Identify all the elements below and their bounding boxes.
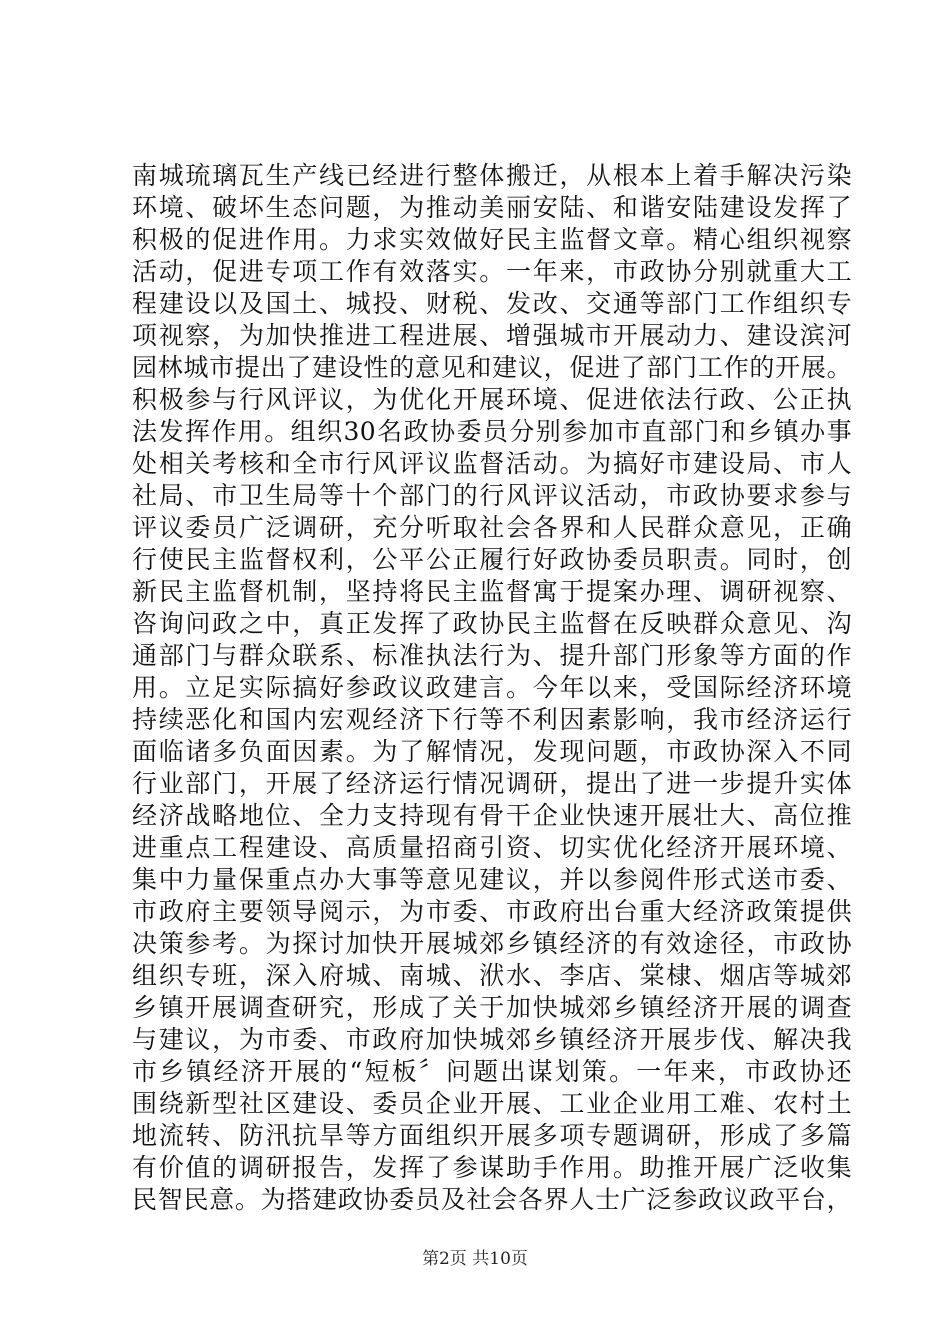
text-line: 园林城市提出了建设性的意见和建议，促进了部门工作的开展。 bbox=[132, 353, 852, 382]
text-line: 行业部门，开展了经济运行情况调研，提出了进一步提升实体 bbox=[132, 769, 852, 798]
text-line: 行使民主监督权利，公平公正履行好政协委员职责。同时，创 bbox=[132, 545, 852, 574]
text-line: 评议委员广泛调研，充分听取社会各界和人民群众意见，正确 bbox=[132, 513, 852, 542]
text-line: 社局、市卫生局等十个部门的行风评议活动，市政协要求参与 bbox=[132, 481, 852, 510]
text-line: 地流转、防汛抗旱等方面组织开展多项专题调研，形成了多篇 bbox=[132, 1121, 852, 1150]
text-line: 积极参与行风评议，为优化开展环境、促进依法行政、公正执 bbox=[132, 385, 852, 414]
text-line: 处相关考核和全市行风评议监督活动。为搞好市建设局、市人 bbox=[132, 449, 852, 478]
body-text bbox=[132, 160, 852, 1216]
text-line: 环境、破坏生态问题，为推动美丽安陆、和谐安陆建设发挥了 bbox=[132, 193, 852, 222]
text-line: 项视察，为加快推进工程进展、增强城市开展动力、建设滨河 bbox=[132, 321, 852, 350]
text-line: 经济战略地位、全力支持现有骨干企业快速开展壮大、高位推 bbox=[132, 801, 852, 830]
text-line: 有价值的调研报告，发挥了参谋助手作用。助推开展广泛收集 bbox=[132, 1153, 852, 1182]
text-line: 通部门与群众联系、标准执法行为、提升部门形象等方面的作 bbox=[132, 641, 852, 670]
text-line: 市乡镇经济开展的“短板〞问题出谋划策。一年来，市政协还 bbox=[132, 1057, 852, 1086]
text-line: 决策参考。为探讨加快开展城郊乡镇经济的有效途径，市政协 bbox=[132, 929, 852, 958]
text-line: 围绕新型社区建设、委员企业开展、工业企业用工难、农村土 bbox=[132, 1089, 852, 1118]
text-line: 咨询问政之中，真正发挥了政协民主监督在反映群众意见、沟 bbox=[132, 609, 852, 638]
text-line: 集中力量保重点办大事等意见建议，并以参阅件形式送市委、 bbox=[132, 865, 852, 894]
text-line: 民智民意。为搭建政协委员及社会各界人士广泛参政议政平台， bbox=[132, 1185, 852, 1214]
text-line: 进重点工程建设、高质量招商引资、切实优化经济开展环境、 bbox=[132, 833, 852, 862]
page-footer: 第2页 共10页 bbox=[422, 1249, 528, 1269]
text-line: 法发挥作用。组织30名政协委员分别参加市直部门和乡镇办事 bbox=[132, 417, 852, 446]
text-line: 市政府主要领导阅示，为市委、市政府出台重大经济政策提供 bbox=[132, 897, 852, 926]
text-line: 用。立足实际搞好参政议政建言。今年以来，受国际经济环境 bbox=[132, 673, 852, 702]
text-line: 与建议，为市委、市政府加快城郊乡镇经济开展步伐、解决我 bbox=[132, 1025, 852, 1054]
text-line: 组织专班，深入府城、南城、洑水、李店、棠棣、烟店等城郊 bbox=[132, 961, 852, 990]
text-line: 南城琉璃瓦生产线已经进行整体搬迁，从根本上着手解决污染 bbox=[132, 161, 852, 190]
text-line: 持续恶化和国内宏观经济下行等不利因素影响，我市经济运行 bbox=[132, 705, 852, 734]
text-line: 程建设以及国土、城投、财税、发改、交通等部门工作组织专 bbox=[132, 289, 852, 318]
text-line: 积极的促进作用。力求实效做好民主监督文章。精心组织视察 bbox=[132, 225, 852, 254]
text-line: 面临诸多负面因素。为了解情况，发现问题，市政协深入不同 bbox=[132, 737, 852, 766]
text-line: 活动，促进专项工作有效落实。一年来，市政协分别就重大工 bbox=[132, 257, 852, 286]
text-line: 乡镇开展调查研究，形成了关于加快城郊乡镇经济开展的调查 bbox=[132, 993, 852, 1022]
text-line: 新民主监督机制，坚持将民主监督寓于提案办理、调研视察、 bbox=[132, 577, 852, 606]
